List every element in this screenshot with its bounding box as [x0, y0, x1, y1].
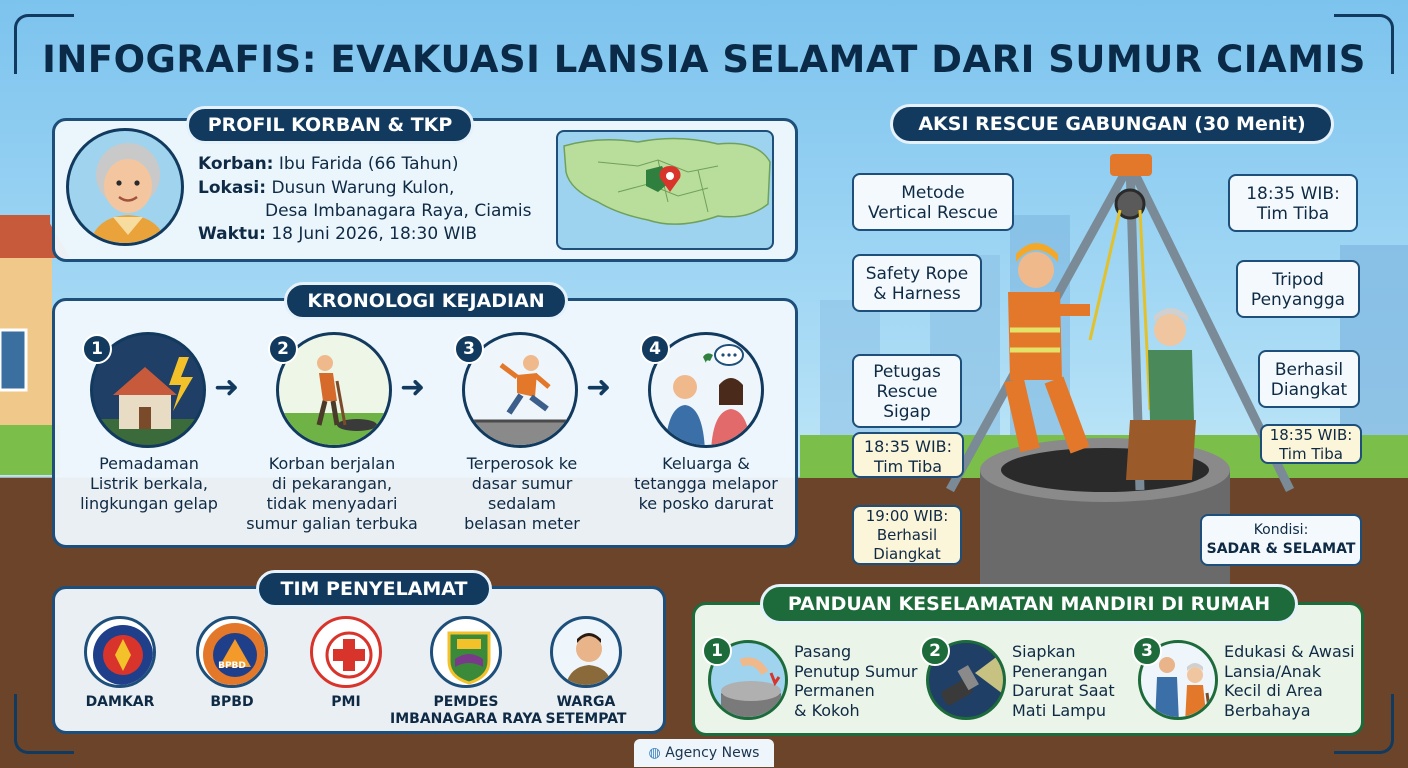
step-4-line-3: ke posko darurat: [638, 494, 774, 513]
arrow-right-icon: ➜: [400, 370, 426, 405]
step-2-line-3: tidak menyadari: [266, 494, 398, 513]
callout-officer-line-3: Sigap: [883, 402, 931, 422]
pemdes-logo: [430, 616, 502, 688]
step-1-number: 1: [82, 334, 112, 364]
callout-condition: [1200, 514, 1362, 566]
callout-condition-line-1: Kondisi:: [1253, 522, 1309, 538]
arrow-right-icon: ➜: [586, 370, 612, 405]
team-heading: TIM PENYELAMAT: [256, 570, 492, 608]
callout-arrive-right: [1260, 424, 1362, 464]
callout-tripod-line-2: Penyangga: [1250, 290, 1346, 310]
callout-officer-line-2: Rescue: [876, 382, 938, 402]
guide-1-number: 1: [702, 636, 732, 666]
guide-3-line-1: Edukasi & Awasi: [1224, 642, 1355, 661]
rescue-heading: AKSI RESCUE GABUNGAN (30 Menit): [890, 104, 1334, 144]
team-damkar: [60, 694, 180, 711]
callout-rope-line-1: Safety Rope: [865, 264, 969, 284]
guide-1-line-4: & Kokoh: [794, 700, 860, 720]
team-warga-label-2: SETEMPAT: [545, 711, 627, 727]
callout-lifted-right-line-1: Berhasil: [1274, 360, 1344, 380]
guide-heading: PANDUAN KESELAMATAN MANDIRI DI RUMAH: [760, 584, 1298, 624]
guide-3-line-4: Berbahaya: [1224, 700, 1311, 720]
callout-arrive-top-line-2: Tim Tiba: [1256, 204, 1330, 224]
bpbd-logo-text: BPBD: [218, 661, 246, 671]
team-damkar-label: DAMKAR: [85, 694, 155, 710]
step-2-caption: [234, 454, 430, 534]
guide-1-line-2: Penutup Sumur: [794, 661, 918, 681]
team-pmi: [286, 694, 406, 711]
team-pmi-label: PMI: [331, 694, 361, 710]
page-title: INFOGRAFIS: EVAKUASI LANSIA SELAMAT DARI SUMUR CIAMIS: [42, 38, 1366, 81]
step-1-line-3: lingkungan gelap: [80, 494, 218, 513]
step-3-line-1: Terperosok ke: [466, 454, 578, 473]
team-warga: [526, 694, 646, 728]
guide-2-text: [1012, 642, 1115, 720]
step-4-number: 4: [640, 334, 670, 364]
callout-arrive-top-line-1: 18:35 WIB:: [1246, 184, 1340, 204]
callout-method-line-1: Metode: [901, 183, 965, 203]
globe-icon: ◍: [648, 745, 661, 761]
callout-arrive-right-line-2: Tim Tiba: [1279, 445, 1343, 463]
step-3-line-4: belasan meter: [464, 514, 580, 533]
callout-arrive-left-line-1: 18:35 WIB:: [863, 437, 953, 456]
team-pemdes-label-2: IMBANAGARA RAYA: [390, 711, 542, 727]
step-1-line-1: Pemadaman: [99, 454, 199, 473]
location-value-2: Desa Imbanagara Raya, Ciamis: [265, 201, 532, 221]
step-3-line-3: sedalam: [488, 494, 556, 513]
guide-1-text: [794, 642, 917, 720]
step-1-caption: [64, 454, 234, 514]
chronology-heading: KRONOLOGI KEJADIAN: [284, 282, 568, 320]
guide-1-line-3: Permanen: [794, 681, 875, 700]
callout-arrive-right-line-1: 18:35 WIB:: [1269, 426, 1353, 444]
callout-arrive-left-line-2: Tim Tiba: [873, 457, 943, 476]
step-4-line-1: Keluarga &: [662, 454, 750, 473]
guide-2-line-1: Siapkan: [1012, 642, 1076, 661]
location-label: Lokasi:: [198, 178, 267, 198]
time-label: Waktu:: [198, 224, 266, 244]
step-2-number: 2: [268, 334, 298, 364]
callout-arrive-left: [852, 432, 964, 478]
team-bpbd-label: BPBD: [210, 694, 254, 710]
callout-method: [852, 173, 1014, 231]
team-bpbd: [172, 694, 292, 711]
location-value-1: Dusun Warung Kulon,: [271, 178, 455, 198]
callout-method-line-2: Vertical Rescue: [868, 203, 998, 223]
step-4-line-2: tetangga melapor: [634, 474, 778, 493]
team-warga-label-1: WARGA: [556, 694, 616, 710]
team-pemdes-label-1: PEMDES: [433, 694, 499, 710]
guide-3-line-3: Kecil di Area: [1224, 681, 1323, 700]
callout-condition-line-2: SADAR & SELAMAT: [1206, 541, 1356, 557]
step-4-caption: [620, 454, 792, 514]
guide-2-number: 2: [920, 636, 950, 666]
guide-3-number: 3: [1132, 636, 1162, 666]
step-1-line-2: Listrik berkala,: [89, 474, 209, 493]
callout-arrive-top: [1228, 174, 1358, 232]
callout-officer-line-1: Petugas: [873, 362, 941, 382]
callout-lifted-left-line-1: 19:00 WIB:: [865, 507, 949, 525]
guide-2-line-2: Penerangan: [1012, 661, 1108, 681]
guide-2-line-4: Mati Lampu: [1012, 700, 1107, 720]
damkar-logo: [84, 616, 156, 688]
bpbd-logo: [196, 616, 268, 688]
victim-value: Ibu Farida (66 Tahun): [278, 154, 459, 174]
pmi-logo: [310, 616, 382, 688]
callout-lifted-right-line-2: Diangkat: [1270, 380, 1348, 400]
guide-2-line-3: Darurat Saat: [1012, 681, 1115, 700]
victim-avatar: [66, 128, 184, 246]
callout-tripod: [1236, 260, 1360, 318]
warga-avatar: [550, 616, 622, 688]
callout-officer: [852, 354, 962, 428]
guide-3-text: [1224, 642, 1355, 720]
callout-lifted-left-line-3: Diangkat: [873, 545, 941, 563]
guide-1-line-1: Pasang: [794, 642, 852, 661]
callout-lifted-right: [1258, 350, 1360, 408]
step-2-line-1: Korban berjalan: [268, 454, 396, 473]
callout-tripod-line-1: Tripod: [1272, 270, 1324, 290]
source-label: Agency News: [665, 745, 760, 761]
arrow-right-icon: ➜: [214, 370, 240, 405]
step-3-number: 3: [454, 334, 484, 364]
time-value: 18 Juni 2026, 18:30 WIB: [271, 224, 478, 244]
step-2-line-4: sumur galian terbuka: [246, 514, 418, 533]
callout-rope-line-2: & Harness: [873, 284, 961, 304]
location-map: [556, 130, 774, 250]
team-pemdes: [390, 694, 542, 728]
source-footer: [634, 739, 774, 767]
guide-3-line-2: Lansia/Anak: [1224, 661, 1321, 681]
profile-heading: PROFIL KORBAN & TKP: [186, 106, 474, 144]
callout-rope: [852, 254, 982, 312]
step-3-caption: [440, 454, 604, 534]
step-3-line-2: dasar sumur: [471, 474, 573, 493]
callout-lifted-left: [852, 505, 962, 565]
callout-lifted-left-line-2: Berhasil: [876, 526, 938, 544]
victim-label: Korban:: [198, 154, 274, 174]
step-2-line-2: di pekarangan,: [271, 474, 393, 493]
